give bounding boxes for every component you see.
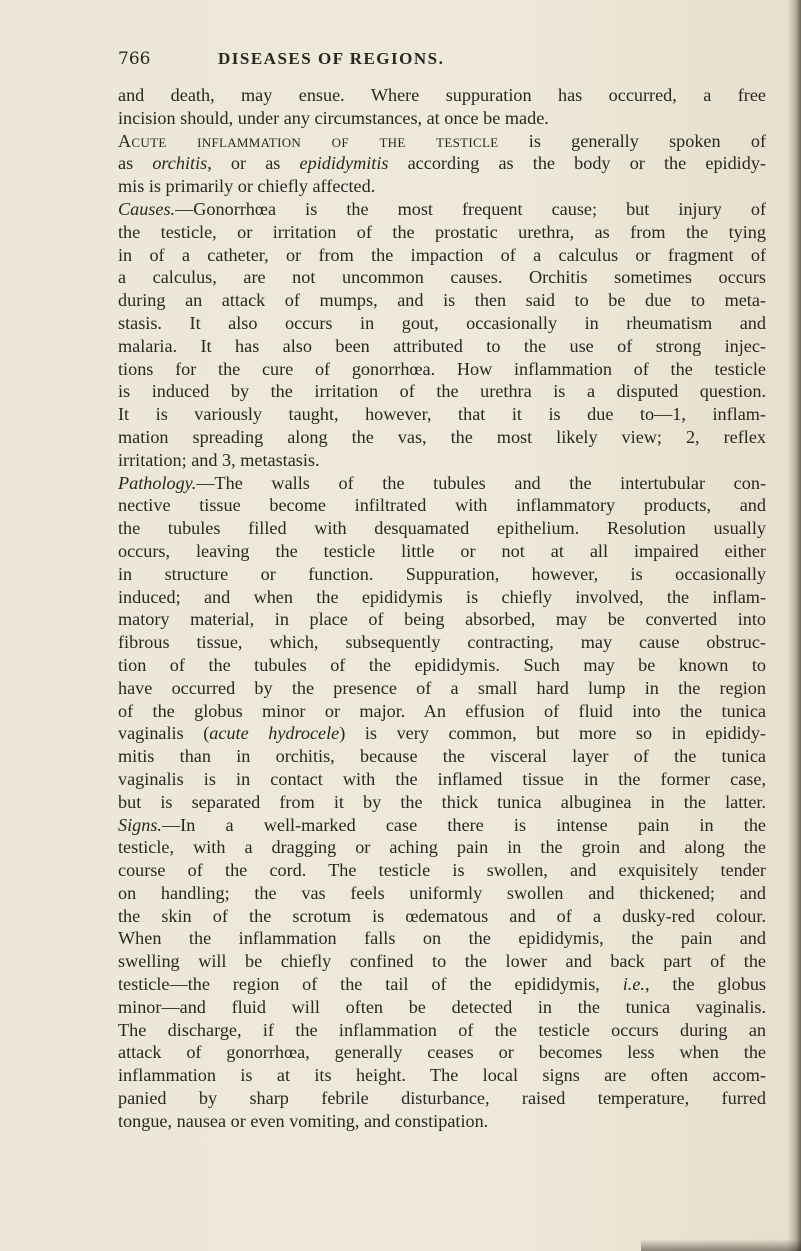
text-line: panied by sharp febrile disturbance, raised temperature, furred (118, 1088, 766, 1109)
text-line: the skin of the scrotum is œdematous and of a dusky-red colour. (118, 905, 766, 926)
text-line: vaginalis (acute hydrocele) is very common, but more so in epididy- (118, 723, 766, 744)
text-line: Acute inflammation of the testicle is generally spoken of (118, 130, 766, 151)
text-line: tion of the tubules of the epididymis. Such may be known to (118, 654, 766, 675)
text-line: but is separated from it by the thick tunica albuginea in the latter. (118, 791, 766, 812)
text-line: nective tissue become infiltrated with inflammatory products, and (118, 495, 766, 516)
text-line: fibrous tissue, which, subsequently contracting, may cause obstruc- (118, 632, 766, 653)
text-line: is induced by the irritation of the urethra is a disputed question. (118, 381, 766, 402)
text-line: mation spreading along the vas, the most likely view; 2, reflex (118, 426, 766, 447)
text-line: The discharge, if the inflammation of the testicle occurs during an (118, 1019, 766, 1040)
text-line: on handling; the vas feels uniformly swollen and thickened; and (118, 882, 766, 903)
text-line: and death, may ensue. Where suppuration has occurred, a free (118, 85, 766, 105)
text-line: course of the cord. The testicle is swollen, and exquisitely tender (118, 860, 766, 881)
text-line: swelling will be chiefly confined to the lower and back part of the (118, 951, 766, 972)
text-line: of the globus minor or major. An effusion of fluid into the tunica (118, 700, 766, 721)
text-line: minor—and fluid will often be detected in the tunica vaginalis. (118, 996, 766, 1017)
text-line: stasis. It also occurs in gout, occasionally in rheumatism and (118, 312, 766, 333)
text-line: Pathology.—The walls of the tubules and the intertubular con- (118, 472, 766, 493)
text-line: Causes.—Gonorrhœa is the most frequent cause; but injury of (118, 198, 766, 219)
text-line: in structure or function. Suppuration, however, is occasionally (118, 563, 766, 584)
text-line: testicle, with a dragging or aching pain in the groin and along the (118, 837, 766, 858)
text-line: attack of gonorrhœa, generally ceases or becomes less when the (118, 1042, 766, 1063)
body-text (118, 84, 766, 1133)
page-bottom-shadow (641, 1239, 801, 1251)
page-header-title: DISEASES OF REGIONS. (218, 49, 445, 68)
text-line: have occurred by the presence of a small hard lump in the region (118, 677, 766, 698)
text-line: in of a catheter, or from the impaction of a calculus or fragment of (118, 244, 766, 265)
running-head (118, 49, 758, 71)
text-line: inflammation is at its height. The local signs are often accom- (118, 1065, 766, 1086)
text-line: irritation; and 3, metastasis. (118, 449, 320, 470)
text-line: the testicle, or irritation of the prostatic urethra, as from the tying (118, 221, 766, 242)
text-line: When the inflammation falls on the epididymis, the pain and (118, 928, 766, 949)
text-line: incision should, under any circumstances, at once be made. (118, 107, 549, 128)
text-line: a calculus, are not uncommon causes. Orchitis sometimes occurs (118, 267, 766, 288)
page-edge-shadow (787, 0, 801, 1251)
text-line: tions for the cure of gonorrhœa. How inflammation of the testicle (118, 358, 766, 379)
text-line: testicle—the region of the tail of the epididymis, i.e., the globus (118, 974, 766, 995)
text-line: mitis than in orchitis, because the visceral layer of the tunica (118, 746, 766, 767)
text-line: Signs.—In a well-marked case there is intense pain in the (118, 814, 766, 835)
text-line: during an attack of mumps, and is then said to be due to meta- (118, 290, 766, 311)
page-number: 766 (118, 49, 151, 69)
text-line: induced; and when the epididymis is chiefly involved, the inflam- (118, 586, 766, 607)
text-line: It is variously taught, however, that it is due to—1, inflam- (118, 404, 766, 425)
text-line: tongue, nausea or even vomiting, and constipation. (118, 1110, 489, 1131)
text-line: vaginalis is in contact with the inflamed tissue in the former case, (118, 768, 766, 789)
text-line: matory material, in place of being absorbed, may be converted into (118, 609, 766, 630)
text-line: as orchitis, or as epididymitis according as the body or the epididy- (118, 153, 766, 174)
text-line: the tubules filled with desquamated epithelium. Resolution usually (118, 518, 766, 539)
text-line: mis is primarily or chiefly affected. (118, 176, 376, 197)
text-line: occurs, leaving the testicle little or not at all impaired either (118, 540, 766, 561)
text-line: malaria. It has also been attributed to the use of strong injec- (118, 335, 766, 356)
